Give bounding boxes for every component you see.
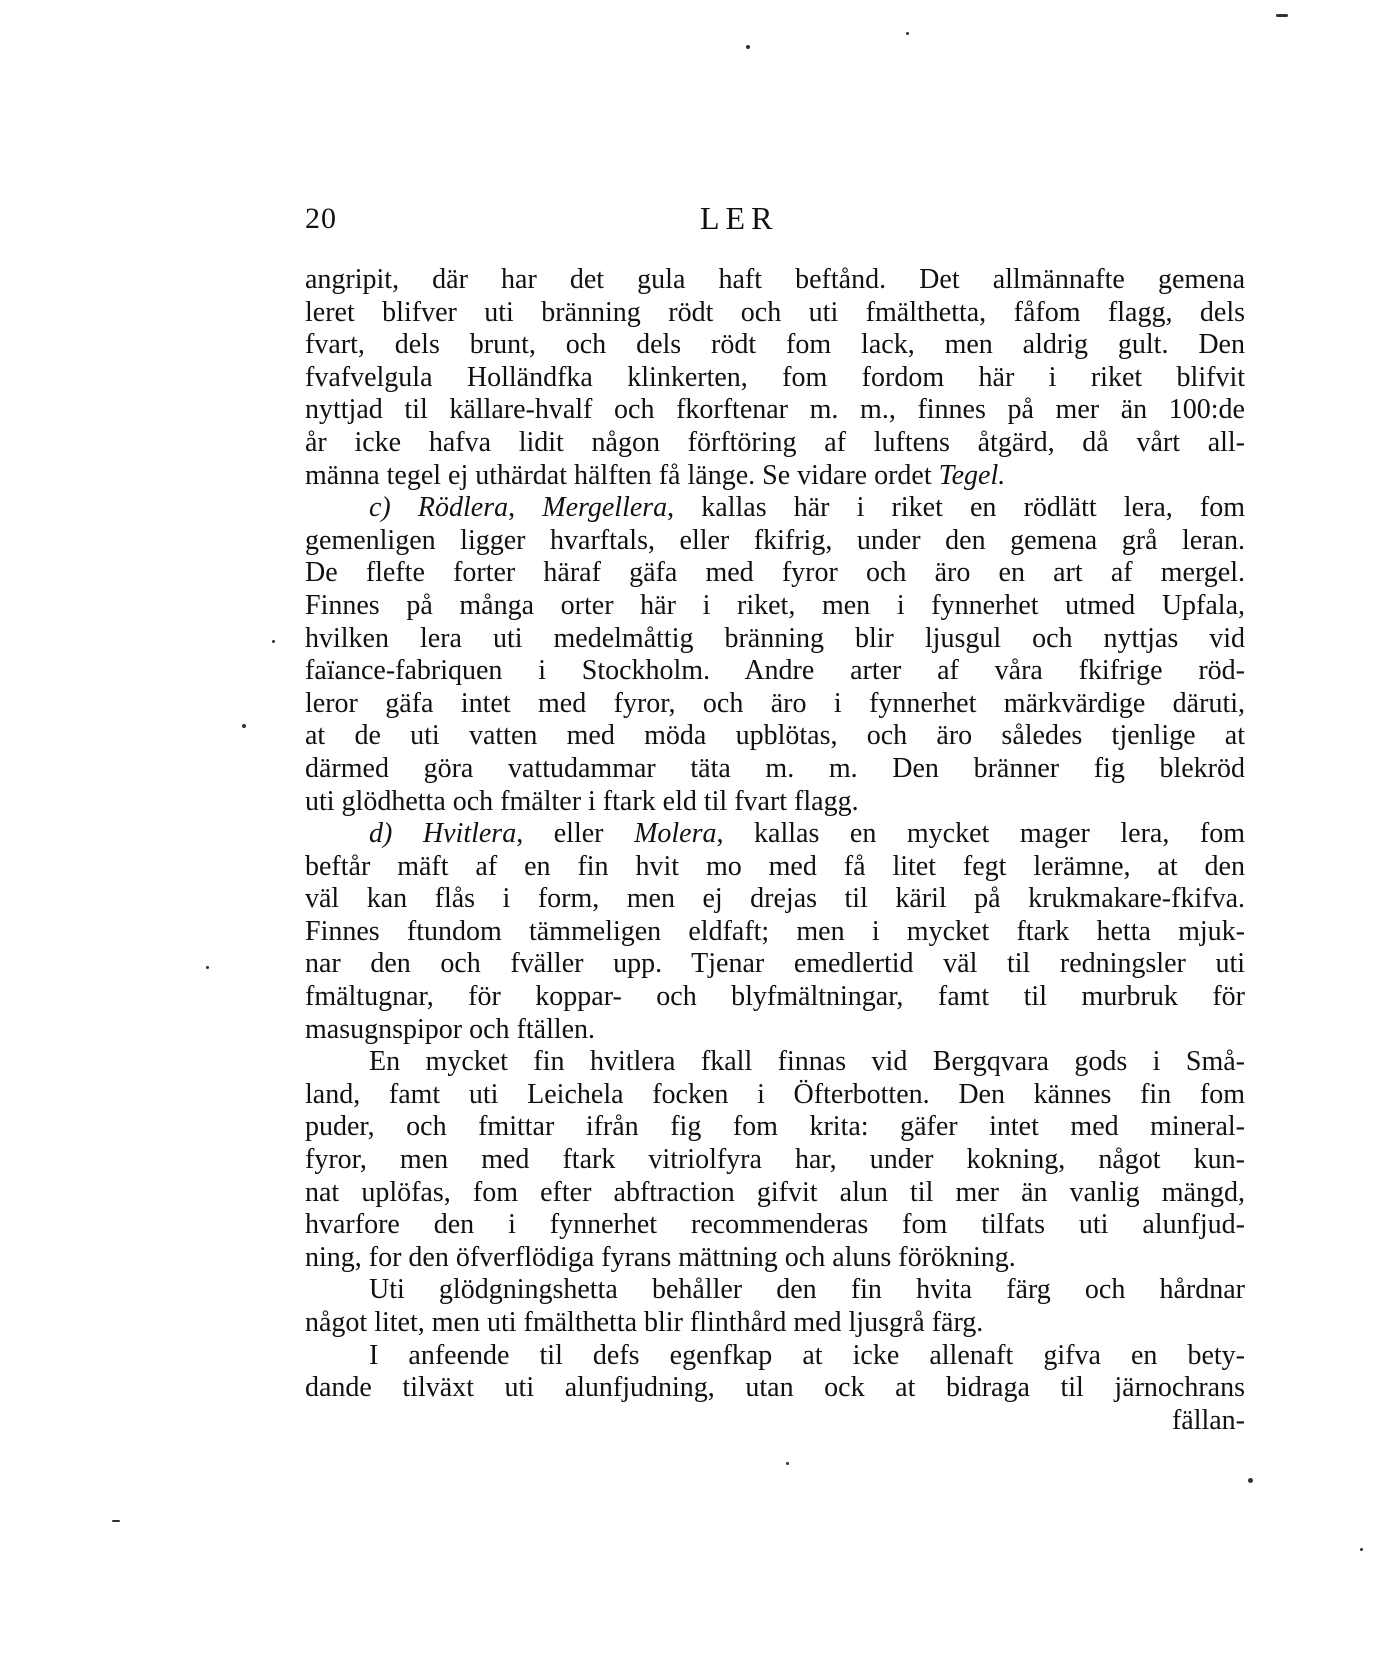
print-speck [906, 32, 909, 35]
term: Hvitlera [422, 818, 517, 850]
text-line: I anfeende til defs egenfkap at icke allenaft gifva en bety- [369, 1339, 1245, 1371]
print-speck [112, 1520, 120, 1522]
text-run: , eller [516, 818, 635, 850]
text-line: En mycket fin hvitlera fkall finnas vid Bergqvara gods i Små- [369, 1046, 1245, 1078]
text-line [305, 492, 1245, 525]
print-speck [272, 640, 275, 643]
text-line [305, 460, 1245, 493]
text-line: at de uti vatten med möda upblötas, och äro således tjenlige at [305, 720, 1245, 752]
term: Mergellera [542, 492, 668, 524]
page-header [305, 200, 1245, 250]
text-line: puder, och fmittar ifrån fig fom krita: gäfer intet med mineral- [305, 1111, 1245, 1143]
text-line: leret blifver uti bränning rödt och uti fmälthetta, fåfom flagg, dels [305, 296, 1245, 328]
text-line: gemenligen ligger hvarftals, eller fkifrig, under den gemena grå leran. [305, 524, 1245, 556]
text-line: ning, for den öfverflödiga fyrans mättning och aluns förökning. [305, 1241, 1016, 1273]
item-letter: c) [369, 492, 418, 524]
print-speck [786, 1462, 789, 1465]
text-line: fmältugnar, för koppar- och blyfmältningar, famt til murbruk för [305, 981, 1245, 1013]
print-speck [1276, 14, 1288, 17]
print-speck [242, 724, 246, 728]
text-run: , [508, 492, 543, 524]
text-line: land, famt uti Leichela focken i Öfterbotten. Den kännes fin fom [305, 1078, 1245, 1110]
term: Molera [634, 818, 717, 850]
text-line: fvafvelgula Holländfka klinkerten, fom fordom här i riket blifvit [305, 361, 1245, 393]
text-line: angripit, där har det gula haft beftånd. Det allmännafte gemena [305, 264, 1245, 295]
print-speck [746, 45, 750, 49]
text-line: leror gäfa intet med fyror, och äro i fynnerhet märkvärdige däruti, [305, 687, 1245, 719]
text-line: De flefte forter häraf gäfa med fyror och äro en art af mergel. [305, 557, 1245, 589]
catchword: fällan- [1171, 1404, 1245, 1436]
print-speck [1360, 1548, 1363, 1551]
text-line: något litet, men uti fmälthetta blir flinthård med ljusgrå färg. [305, 1307, 984, 1338]
text-line: uti glödhetta och fmälter i ftark eld til fvart flagg. [305, 785, 859, 817]
text-line: Finnes på många orter här i riket, men i fynnerhet utmed Upfala, [305, 589, 1245, 621]
print-speck [206, 966, 209, 969]
text-line: nyttjad til källare-hvalf och fkorftenar m. m., finnes på mer än 100:de [305, 394, 1245, 426]
text-line: hvilken lera uti medelmåttig bränning blir ljusgul och nyttjas vid [305, 622, 1245, 654]
text-run: , kallas en mycket mager lera, fom [716, 818, 1245, 850]
text-line [305, 818, 1245, 851]
text-line: nar den och fväller upp. Tjenar emedlertid väl til redningsler uti [305, 948, 1245, 980]
term: Rödlera [417, 492, 509, 524]
text-line: Uti glödgningshetta behåller den fin hvita färg och hårdnar [369, 1274, 1245, 1306]
text-line: hvarfore den i fynnerhet recommenderas fom tilfats uti alunfjud- [305, 1209, 1245, 1241]
print-speck [1248, 1478, 1253, 1483]
text-line: år icke hafva lidit någon förftöring af luftens åtgärd, då vårt all- [305, 426, 1245, 458]
item-letter: d) [369, 818, 423, 850]
text-line: faïance-fabriquen i Stockholm. Andre arter af våra fkifrige röd- [305, 655, 1245, 687]
text-line: därmed göra vattudammar täta m. m. Den bränner fig blekröd [305, 752, 1245, 784]
page-number: 20 [305, 202, 337, 235]
text-run: , kallas här i riket en rödlätt lera, fom [667, 492, 1245, 524]
text-line: beftår mäft af en fin hvit mo med få litet fegt lerämne, at den [305, 850, 1245, 882]
running-head: LER [700, 200, 779, 236]
text-line: dande tilväxt uti alunfjudning, utan ock at bidraga til järnochrans [305, 1372, 1245, 1404]
text-line: masugnspipor och ftällen. [305, 1013, 596, 1045]
text-line: väl kan flås i form, men ej drejas til käril på krukmakare-fkifva. [305, 883, 1245, 915]
text-line: fvart, dels brunt, och dels rödt fom lack, men aldrig gult. Den [305, 329, 1245, 361]
cross-reference: Tegel. [938, 459, 1006, 491]
body-text [305, 264, 1245, 1437]
text-line: fyror, men med ftark vitriolfyra har, under kokning, något kun- [305, 1144, 1245, 1176]
text-line: nat uplöfas, fom efter abftraction gifvit alun til mer än vanlig mängd, [305, 1176, 1245, 1208]
text-line: Finnes ftundom tämmeligen eldfaft; men i mycket ftark hetta mjuk- [305, 915, 1245, 947]
text-run: männa tegel ej uthärdat hälften få länge. Se vidare ordet [305, 459, 939, 491]
